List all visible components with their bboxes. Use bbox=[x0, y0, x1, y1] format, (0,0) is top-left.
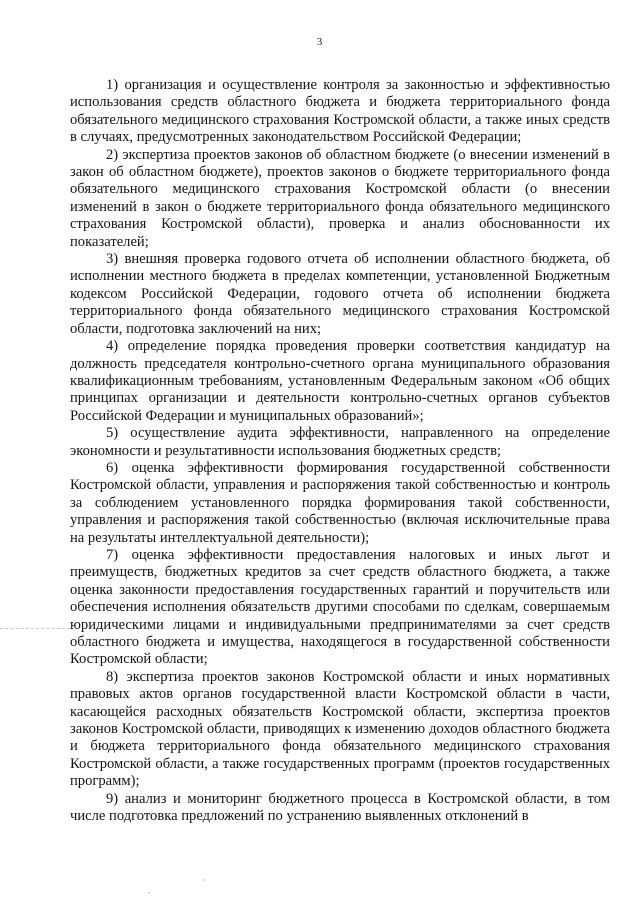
list-item-9: 9) анализ и мониторинг бюджетного процесса в Костромской области, в том числе подготовка предложений по устранению выявленных отклонений в bbox=[70, 790, 610, 825]
scan-artifact-dot bbox=[203, 879, 205, 881]
scan-artifact-dot bbox=[148, 892, 150, 894]
list-item-6: 6) оценка эффективности формирования государственной собственности Костромской области, управления и распоряжения такой собственностью и контроль за соблюдением установленного порядка формирования такой собственности, управления и распоряжения такой собственностью (включая исключительные права на результаты интеллектуальной деятельности); bbox=[70, 459, 610, 546]
list-item-3: 3) внешняя проверка годового отчета об исполнении областного бюджета, об исполнении местного бюджета в пределах компетенции, установленной Бюджетным кодексом Российской Федерации, годового отчета об исполнении бюджета территориального фонда обязательного медицинского страхования Костромской области, подготовка заключений на них; bbox=[70, 251, 610, 337]
scan-artifact-line bbox=[0, 628, 70, 629]
list-item-8: 8) экспертиза проектов законов Костромской области и иных нормативных правовых актов органов государственной власти Костромской области в части, касающейся расходных обязательств Костромской области, экспертиза проектов законов Костромской области, приводящих к изменению доходов областного бюджета и бюджета территориального фонда обязательного медицинского страхования Костромской области, а также государственных программ (проектов государственных программ); bbox=[70, 668, 610, 790]
list-item-5: 5) осуществление аудита эффективности, направленного на определение экономности и результативности использования бюджетных средств; bbox=[70, 425, 610, 459]
list-item-1: 1) организация и осуществление контроля за законностью и эффективностью использования средств областного бюджета и бюджета территориального фонда обязательного медицинского страхования Костромской области, а также иных средств в случаях, предусмотренных законодательством Российской Федерации; bbox=[70, 77, 610, 146]
list-item-4: 4) определение порядка проведения проверки соответствия кандидатур на должность председателя контрольно-счетного органа муниципального образования квалификационным требованиям, установленным Федеральным законом «Об общих принципах организации и деятельности контрольно-счетных органов субъектов Российской Федерации и муниципальных образований»; bbox=[70, 338, 610, 424]
list-item-7: 7) оценка эффективности предоставления налоговых и иных льгот и преимуществ, бюджетных кредитов за счет средств областного бюджета, а также оценка законности предоставления государственных гарантий и поручительств или обеспечения исполнения обязательств другими способами по сделкам, совершаемым юридическими лицами и индивидуальными предпринимателями за счет средств областного бюджета и имущества, находящегося в государственной собственности Костромской области; bbox=[70, 546, 610, 668]
page-number: 3 bbox=[316, 36, 323, 48]
list-item-2: 2) экспертиза проектов законов об областном бюджете (о внесении изменений в закон об областном бюджете), проектов законов о бюджете территориального фонда обязательного медицинского страхования Костромской области (о внесении изменений в закон о бюджете территориального фонда обязательного медицинского страхования Костромской области), проверка и анализ обоснованности их показателей; bbox=[70, 146, 610, 250]
document-body bbox=[70, 77, 610, 825]
